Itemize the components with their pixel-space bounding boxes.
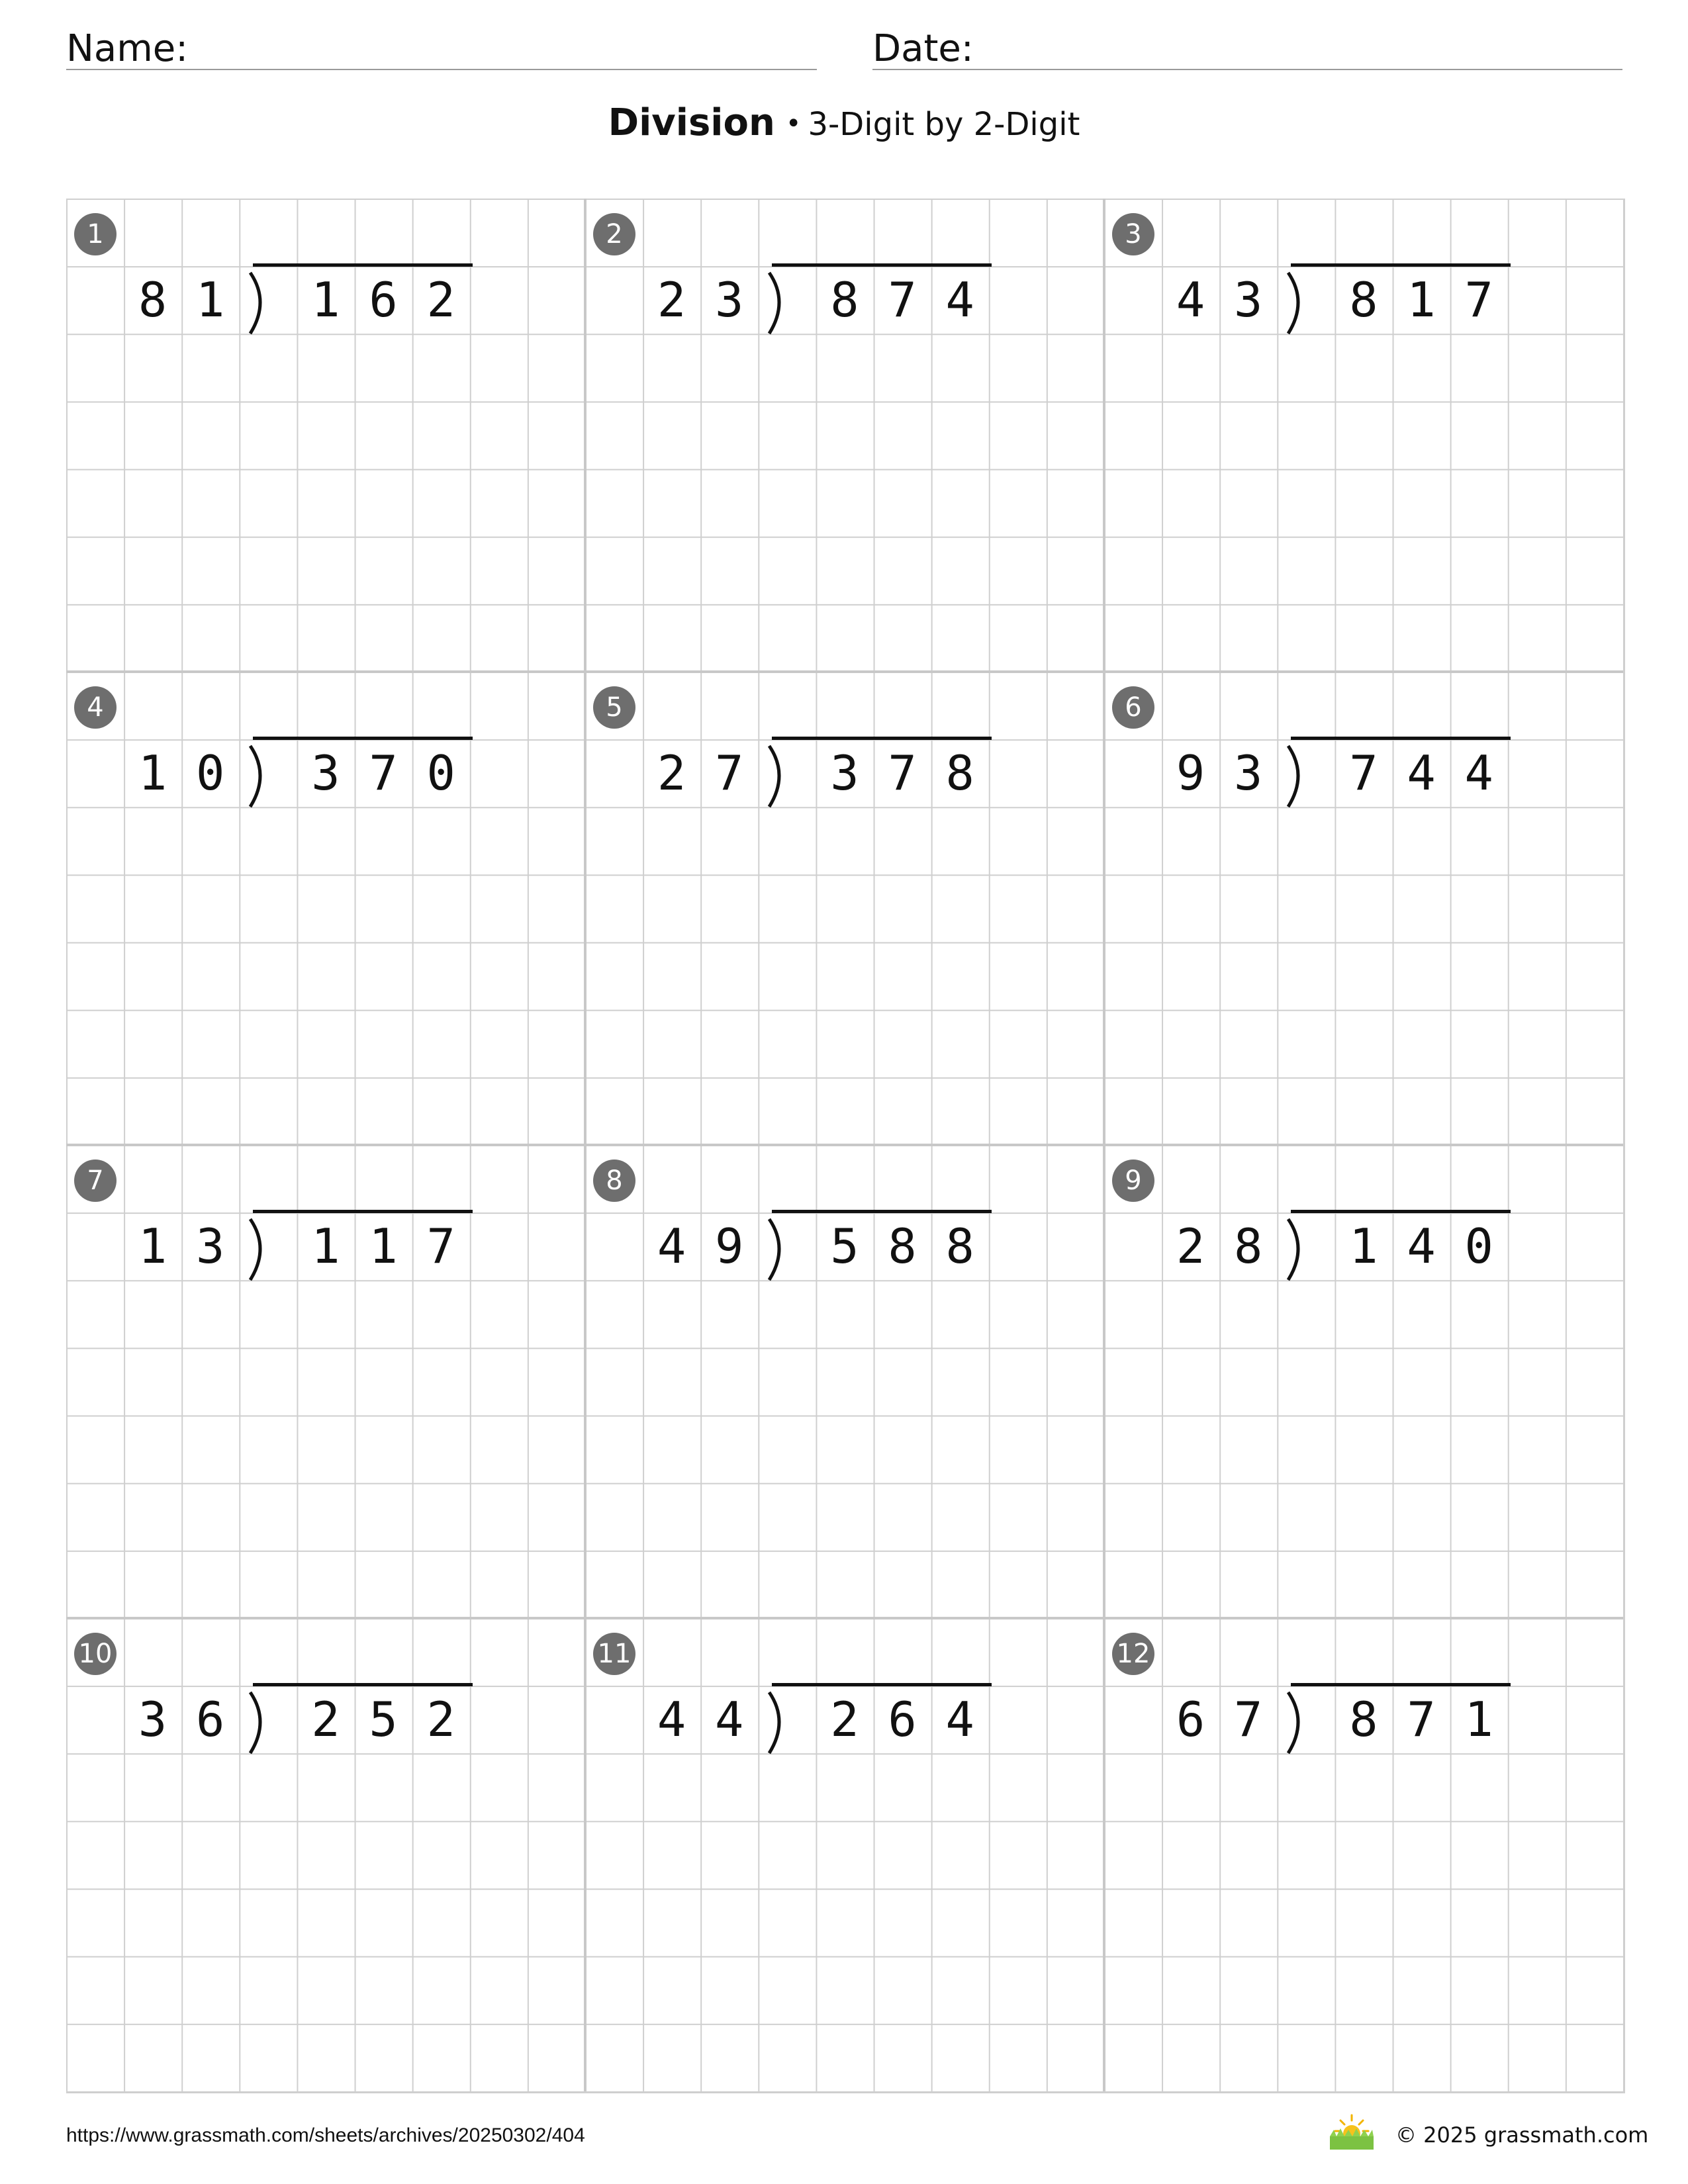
name-field[interactable] <box>66 26 817 70</box>
problem-number-badge: 11 <box>593 1633 635 1675</box>
division-bracket <box>1283 1691 1313 1754</box>
dividend-digit: 8 <box>945 1218 974 1274</box>
divisor-digit: 6 <box>1176 1692 1205 1747</box>
divisor-digit: 8 <box>138 272 167 328</box>
title-subtitle: 3-Digit by 2-Digit <box>808 106 1080 143</box>
dividend-digit: 1 <box>311 272 340 328</box>
dividend-digit: 6 <box>369 272 398 328</box>
divisor-digit: 3 <box>715 272 744 328</box>
problem-cell <box>1104 672 1623 1145</box>
problem-number-badge: 1 <box>74 213 117 255</box>
problem-number-badge: 3 <box>1112 213 1154 255</box>
divisor-digit: 2 <box>657 272 686 328</box>
problem-cell <box>66 672 585 1145</box>
dividend-digit: 5 <box>830 1218 859 1274</box>
divisor-digit: 4 <box>657 1218 686 1274</box>
division-bracket <box>764 745 794 808</box>
problem-cell <box>585 1618 1104 2091</box>
problem-grid <box>66 199 1625 2093</box>
problem-number-badge: 5 <box>593 686 635 729</box>
dividend-digit: 8 <box>945 745 974 801</box>
division-bracket <box>1283 745 1313 808</box>
dividend-digit: 8 <box>1349 1692 1378 1747</box>
dividend-digit: 3 <box>830 745 859 801</box>
title-separator: • <box>785 109 802 139</box>
dividend-digit: 1 <box>1407 272 1436 328</box>
dividend-digit: 7 <box>888 745 917 801</box>
divisor-digit: 4 <box>715 1692 744 1747</box>
problem-number-badge: 7 <box>74 1160 117 1202</box>
division-bracket <box>245 271 275 335</box>
dividend-digit: 4 <box>1407 745 1436 801</box>
dividend-digit: 2 <box>426 272 455 328</box>
dividend-digit: 4 <box>945 272 974 328</box>
dividend-digit: 5 <box>369 1692 398 1747</box>
dividend-digit: 4 <box>1407 1218 1436 1274</box>
problem-number-badge: 9 <box>1112 1160 1154 1202</box>
division-bracket <box>764 271 794 335</box>
date-field[interactable] <box>872 26 1622 70</box>
divisor-digit: 2 <box>657 745 686 801</box>
problem-cell <box>1104 1145 1623 1618</box>
dividend-digit: 8 <box>1349 272 1378 328</box>
division-bracket <box>245 745 275 808</box>
division-bracket <box>764 1691 794 1754</box>
dividend-digit: 1 <box>369 1218 398 1274</box>
divisor-digit: 1 <box>138 1218 167 1274</box>
problem-number-badge: 8 <box>593 1160 635 1202</box>
divisor-digit: 3 <box>1234 745 1263 801</box>
problem-number-badge: 12 <box>1112 1633 1154 1675</box>
divisor-digit: 0 <box>196 745 225 801</box>
worksheet-title <box>0 101 1688 144</box>
problem-number-badge: 2 <box>593 213 635 255</box>
division-bracket <box>764 1218 794 1281</box>
divisor-digit: 6 <box>196 1692 225 1747</box>
problem-cell <box>585 199 1104 672</box>
grass-sun-logo-icon <box>1327 2111 1376 2151</box>
division-bracket <box>1283 1218 1313 1281</box>
problem-cell <box>66 199 585 672</box>
dividend-digit: 8 <box>888 1218 917 1274</box>
footer-copyright: © 2025 grassmath.com <box>1395 2122 1649 2148</box>
divisor-digit: 7 <box>1234 1692 1263 1747</box>
problem-cell <box>585 672 1104 1145</box>
dividend-digit: 2 <box>830 1692 859 1747</box>
divisor-digit: 3 <box>138 1692 167 1747</box>
footer-url: https://www.grassmath.com/sheets/archives/20250302/404 <box>66 2124 585 2146</box>
dividend-digit: 6 <box>888 1692 917 1747</box>
division-bracket <box>245 1691 275 1754</box>
divisor-digit: 8 <box>1234 1218 1263 1274</box>
dividend-digit: 3 <box>311 745 340 801</box>
dividend-digit: 7 <box>1349 745 1378 801</box>
title-main: Division <box>608 101 775 144</box>
divisor-digit: 2 <box>1176 1218 1205 1274</box>
dividend-digit: 4 <box>945 1692 974 1747</box>
divisor-digit: 3 <box>1234 272 1263 328</box>
problem-cell <box>585 1145 1104 1618</box>
problem-number-badge: 6 <box>1112 686 1154 729</box>
problem-cell <box>1104 199 1623 672</box>
dividend-digit: 7 <box>426 1218 455 1274</box>
divisor-digit: 4 <box>657 1692 686 1747</box>
problem-number-badge: 4 <box>74 686 117 729</box>
dividend-digit: 2 <box>426 1692 455 1747</box>
divisor-digit: 9 <box>715 1218 744 1274</box>
divisor-digit: 1 <box>196 272 225 328</box>
dividend-digit: 2 <box>311 1692 340 1747</box>
dividend-digit: 1 <box>311 1218 340 1274</box>
divisor-digit: 7 <box>715 745 744 801</box>
dividend-digit: 7 <box>1407 1692 1436 1747</box>
problem-cell <box>66 1618 585 2091</box>
name-label: Name: <box>66 27 189 70</box>
divisor-digit: 9 <box>1176 745 1205 801</box>
dividend-digit: 7 <box>369 745 398 801</box>
dividend-digit: 7 <box>888 272 917 328</box>
date-label: Date: <box>872 27 974 70</box>
division-bracket <box>1283 271 1313 335</box>
problem-cell <box>66 1145 585 1618</box>
problem-number-badge: 10 <box>74 1633 117 1675</box>
dividend-digit: 7 <box>1464 272 1493 328</box>
dividend-digit: 1 <box>1349 1218 1378 1274</box>
dividend-digit: 8 <box>830 272 859 328</box>
division-bracket <box>245 1218 275 1281</box>
divisor-digit: 1 <box>138 745 167 801</box>
divisor-digit: 4 <box>1176 272 1205 328</box>
dividend-digit: 1 <box>1464 1692 1493 1747</box>
dividend-digit: 0 <box>426 745 455 801</box>
dividend-digit: 4 <box>1464 745 1493 801</box>
dividend-digit: 0 <box>1464 1218 1493 1274</box>
problem-cell <box>1104 1618 1623 2091</box>
divisor-digit: 3 <box>196 1218 225 1274</box>
